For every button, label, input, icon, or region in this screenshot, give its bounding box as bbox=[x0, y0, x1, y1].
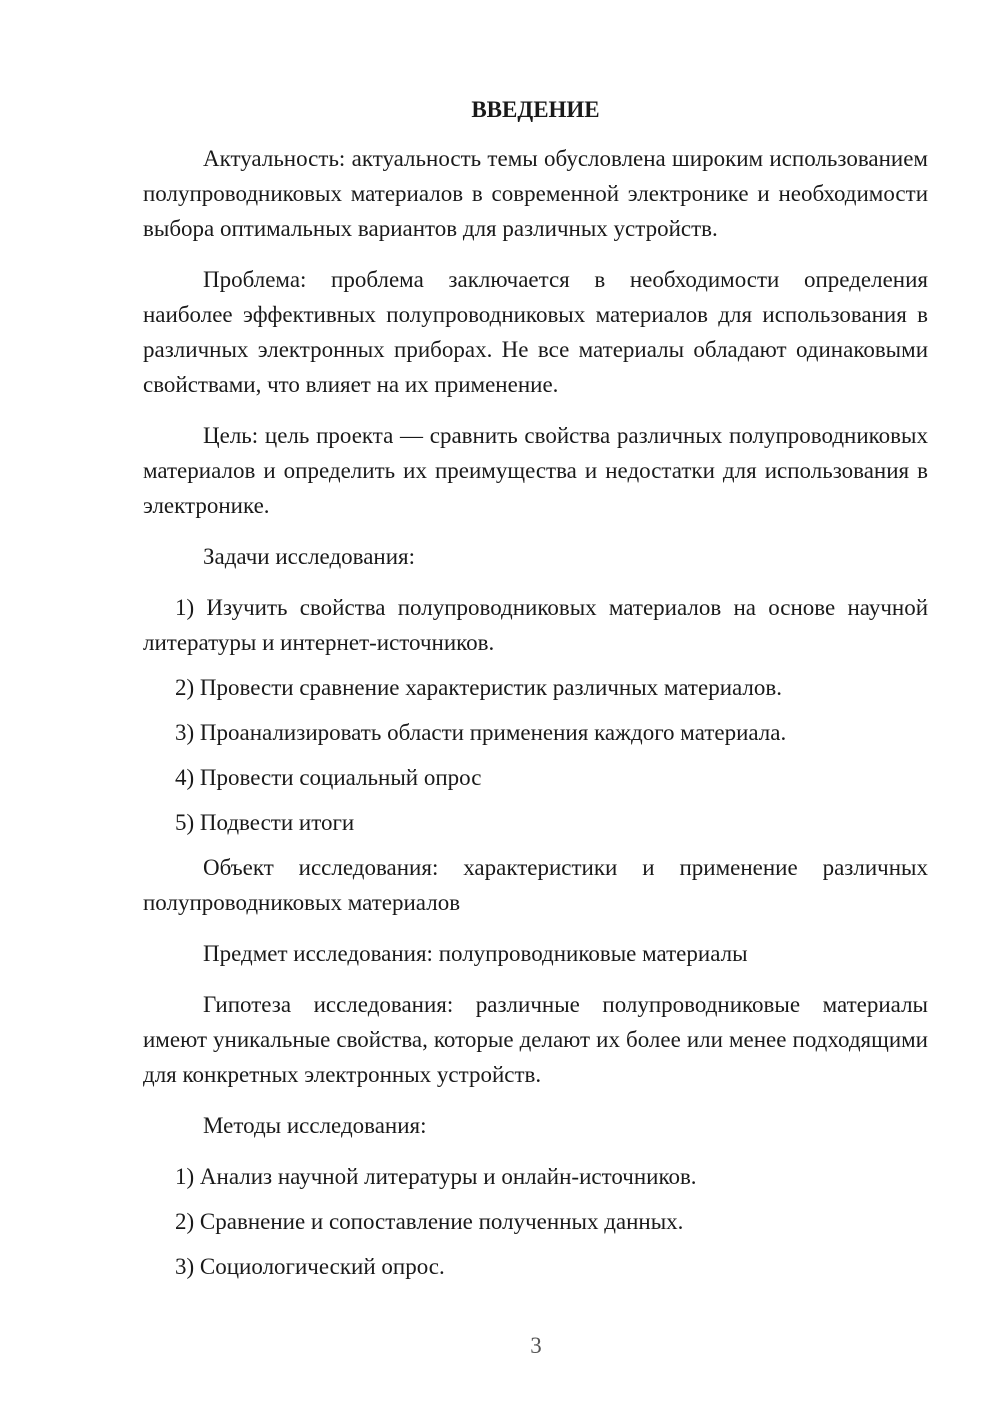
problem-paragraph: Проблема: проблема заключается в необходимости определения наиболее эффективных полупроводниковых материалов для использования в различных электронных приборах. Не все материалы обладают одинаковыми свойствами, что влияет на их применение. bbox=[143, 267, 928, 397]
subject-paragraph: Предмет исследования: полупроводниковые материалы bbox=[203, 941, 748, 966]
page-number: 3 bbox=[530, 1333, 542, 1358]
object-paragraph: Объект исследования: характеристики и применение различных полупроводниковых материалов bbox=[143, 855, 928, 915]
task-item-5: 5) Подвести итоги bbox=[175, 810, 355, 835]
task-item-4: 4) Провести социальный опрос bbox=[175, 765, 482, 790]
task-item-3: 3) Проанализировать области применения каждого материала. bbox=[175, 720, 787, 745]
tasks-heading: Задачи исследования: bbox=[203, 544, 416, 569]
document-body bbox=[143, 92, 928, 1294]
goal-paragraph: Цель: цель проекта — сравнить свойства различных полупроводниковых материалов и определить их преимущества и недостатки для использования в электронике. bbox=[143, 423, 928, 518]
task-item-2: 2) Провести сравнение характеристик различных материалов. bbox=[175, 675, 782, 700]
relevance-paragraph: Актуальность: актуальность темы обусловлена широким использованием полупроводниковых материалов в современной электронике и необходимости выбора оптимальных вариантов для различных устройств. bbox=[143, 146, 928, 241]
methods-heading: Методы исследования: bbox=[203, 1113, 427, 1138]
hypothesis-paragraph: Гипотеза исследования: различные полупроводниковые материалы имеют уникальные свойства, которые делают их более или менее подходящими для конкретных электронных устройств. bbox=[143, 992, 928, 1087]
page-title: ВВЕДЕНИЕ bbox=[471, 97, 600, 122]
method-item-2: 2) Сравнение и сопоставление полученных данных. bbox=[175, 1209, 684, 1234]
task-item-1: 1) Изучить свойства полупроводниковых материалов на основе научной литературы и интернет-источников. bbox=[143, 595, 928, 655]
method-item-1: 1) Анализ научной литературы и онлайн-источников. bbox=[175, 1164, 697, 1189]
method-item-3: 3) Социологический опрос. bbox=[175, 1254, 445, 1279]
